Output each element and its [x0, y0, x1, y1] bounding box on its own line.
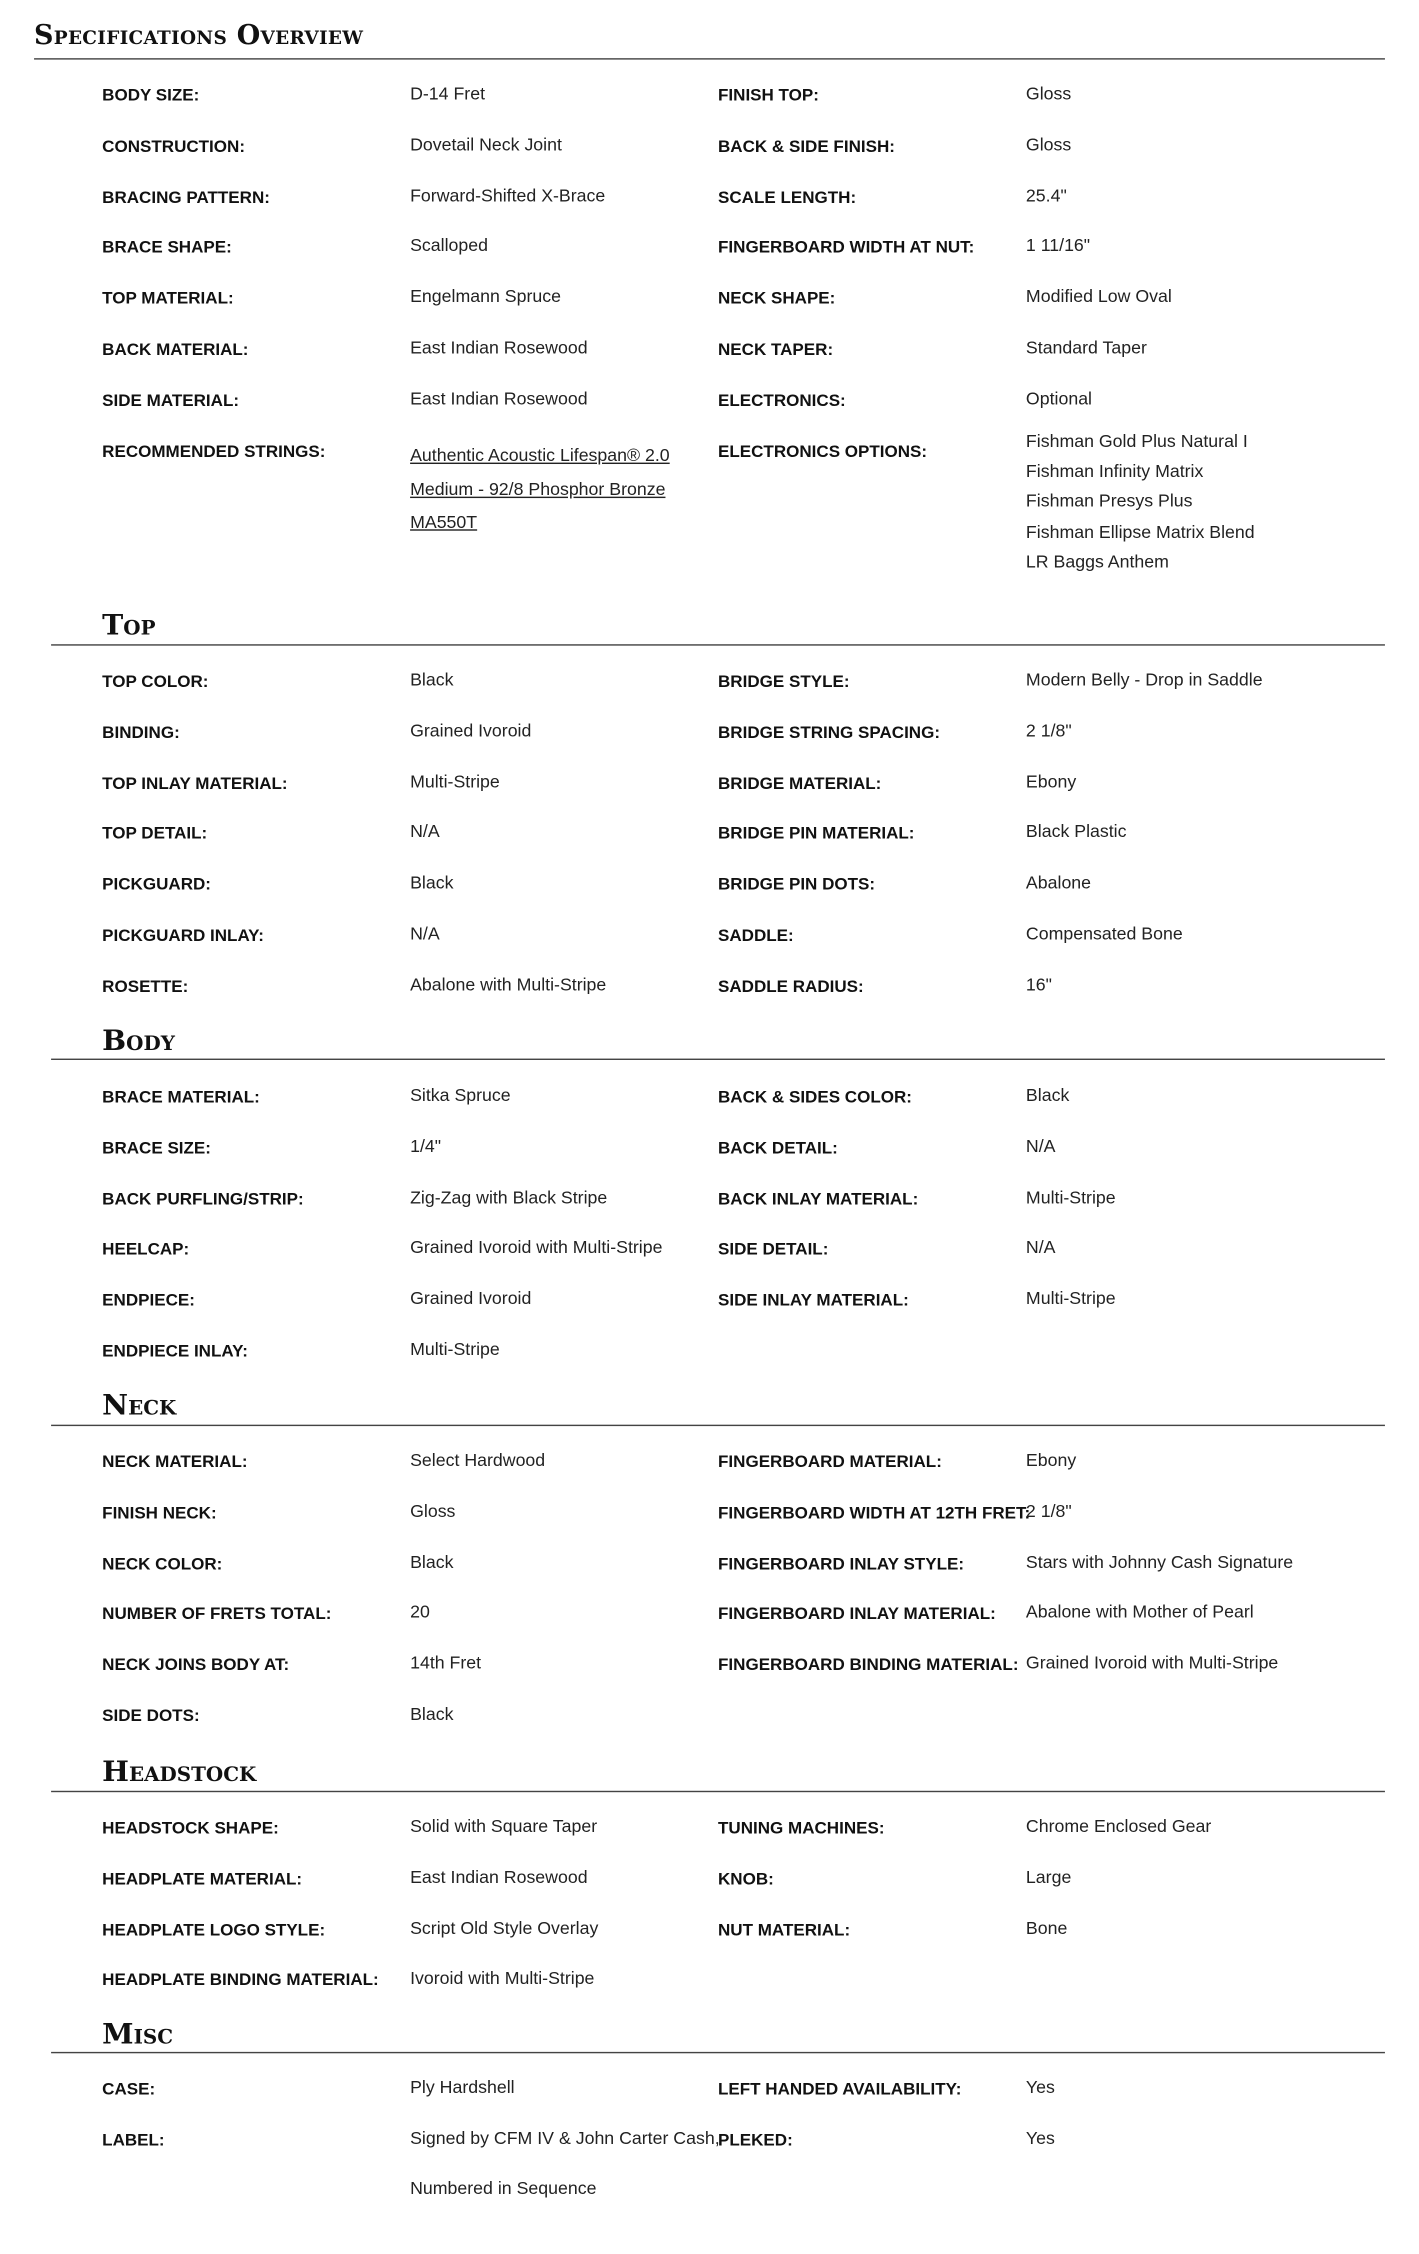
- spec-label: BACK & SIDE FINISH:: [718, 135, 895, 156]
- spec-label: FINISH NECK:: [102, 1502, 217, 1523]
- recommended-strings-link[interactable]: [410, 440, 670, 540]
- spec-value: Stars with Johnny Cash Signature: [1025, 1551, 1294, 1572]
- spec-value: Compensated Bone: [1025, 923, 1183, 944]
- spec-value: 2 1/8": [1025, 720, 1072, 741]
- spec-value: East Indian Rosewood: [410, 1867, 588, 1887]
- spec-label: BACK & SIDES COLOR:: [718, 1086, 912, 1107]
- spec-value: D-14 Fret: [410, 83, 486, 104]
- spec-value: Multi-Stripe: [410, 771, 500, 792]
- spec-value: Signed by CFM IV & John Carter Cash,: [410, 2128, 720, 2149]
- electronics-option: Fishman Gold Plus Natural I: [1025, 431, 1248, 452]
- spec-value: Gloss: [1025, 83, 1072, 104]
- spec-label: BRIDGE STRING SPACING:: [718, 721, 941, 742]
- spec-label: NECK MATERIAL:: [102, 1451, 248, 1472]
- electronics-option: Fishman Presys Plus: [1025, 491, 1193, 512]
- spec-label: SIDE DOTS:: [102, 1705, 200, 1726]
- spec-value: 1/4": [410, 1136, 442, 1157]
- spec-label: TUNING MACHINES:: [718, 1817, 885, 1838]
- spec-label: FINISH TOP:: [718, 85, 819, 106]
- spec-value: Yes: [1025, 2128, 1055, 2149]
- spec-label: BINDING:: [102, 721, 180, 742]
- spec-label: SCALE LENGTH:: [718, 186, 857, 207]
- spec-value: N/A: [1025, 1237, 1056, 1258]
- spec-value: Multi-Stripe: [410, 1339, 500, 1360]
- section-divider: [51, 644, 1385, 645]
- spec-value: 20: [410, 1602, 430, 1623]
- spec-label: LABEL:: [102, 2129, 165, 2150]
- spec-label: SIDE DETAIL:: [718, 1239, 829, 1260]
- spec-label: BRACE MATERIAL:: [102, 1086, 260, 1107]
- spec-label: TOP MATERIAL:: [102, 288, 234, 309]
- spec-label: NECK COLOR:: [102, 1553, 223, 1574]
- spec-value: Bone: [1025, 1917, 1068, 1938]
- spec-value: Gloss: [410, 1501, 456, 1521]
- spec-value: Zig-Zag with Black Stripe: [410, 1187, 608, 1207]
- section-title: Body: [102, 1023, 175, 1058]
- spec-value: 16": [1025, 974, 1052, 995]
- spec-label: BRACE SHAPE:: [102, 237, 232, 258]
- spec-label: LEFT HANDED AVAILABILITY:: [718, 2078, 962, 2099]
- spec-label: BRACE SIZE:: [102, 1137, 211, 1158]
- electronics-option: Fishman Infinity Matrix: [1025, 461, 1204, 482]
- spec-value: Abalone with Mother of Pearl: [1025, 1602, 1254, 1623]
- spec-label: ELECTRONICS:: [718, 389, 846, 410]
- spec-value: Scalloped: [410, 236, 489, 256]
- spec-label: SADDLE RADIUS:: [718, 975, 864, 996]
- section-divider: [51, 2052, 1385, 2053]
- section-title: Misc: [102, 2016, 174, 2051]
- spec-label: FINGERBOARD MATERIAL:: [718, 1451, 942, 1472]
- spec-value: Black: [410, 669, 454, 690]
- spec-label: BACK INLAY MATERIAL:: [718, 1188, 919, 1209]
- spec-label: HEADPLATE BINDING MATERIAL:: [102, 1970, 379, 1990]
- spec-value: Black: [410, 1551, 454, 1572]
- strings-link-line-2[interactable]: Medium - 92/8 Phosphor Bronze: [410, 478, 666, 499]
- section-divider: [51, 1425, 1385, 1426]
- spec-value: N/A: [410, 923, 440, 944]
- spec-label: SIDE MATERIAL:: [102, 389, 240, 410]
- spec-label: NECK TAPER:: [718, 339, 834, 360]
- spec-value: Chrome Enclosed Gear: [1025, 1816, 1212, 1837]
- spec-label: NUT MATERIAL:: [718, 1919, 851, 1940]
- spec-label: TOP COLOR:: [102, 671, 209, 692]
- spec-value: Ivoroid with Multi-Stripe: [410, 1968, 595, 1989]
- spec-value: Black Plastic: [1025, 822, 1127, 843]
- spec-label: BRIDGE PIN MATERIAL:: [718, 823, 915, 844]
- electronics-option: LR Baggs Anthem: [1025, 551, 1169, 572]
- spec-value: Ebony: [1025, 771, 1077, 792]
- strings-link-line-3[interactable]: MA550T: [410, 512, 478, 533]
- spec-value: Yes: [1025, 2077, 1055, 2098]
- spec-label: HEADSTOCK SHAPE:: [102, 1817, 279, 1838]
- spec-label: CONSTRUCTION:: [102, 135, 246, 156]
- spec-label: BODY SIZE:: [102, 85, 200, 106]
- overview-divider: [34, 58, 1385, 59]
- spec-value: Ply Hardshell: [410, 2077, 515, 2098]
- strings-link-line-1[interactable]: Authentic Acoustic Lifespan® 2.0: [410, 445, 670, 466]
- spec-value: Select Hardwood: [410, 1450, 546, 1471]
- spec-value: Standard Taper: [1025, 337, 1147, 358]
- spec-value: Ebony: [1025, 1450, 1077, 1471]
- spec-value: Multi-Stripe: [1025, 1187, 1116, 1207]
- spec-value: Grained Ivoroid: [410, 1288, 532, 1309]
- spec-value: N/A: [410, 822, 440, 843]
- spec-label: FINGERBOARD INLAY STYLE:: [718, 1553, 965, 1574]
- spec-label: NUMBER OF FRETS TOTAL:: [102, 1604, 332, 1624]
- spec-value: 2 1/8": [1025, 1501, 1072, 1521]
- spec-label: HEADPLATE LOGO STYLE:: [102, 1919, 326, 1940]
- spec-label: FINGERBOARD BINDING MATERIAL:: [718, 1654, 1019, 1675]
- spec-value: Black: [1025, 1085, 1070, 1106]
- spec-label: BACK DETAIL:: [718, 1137, 838, 1158]
- spec-label: ENDPIECE INLAY:: [102, 1340, 248, 1361]
- spec-value: Multi-Stripe: [1025, 1288, 1116, 1309]
- spec-label-recommended-strings: RECOMMENDED STRINGS:: [102, 441, 326, 462]
- spec-label: NECK SHAPE:: [718, 288, 836, 309]
- spec-value: Script Old Style Overlay: [410, 1917, 599, 1938]
- spec-label: HEELCAP:: [102, 1239, 190, 1260]
- spec-label: PICKGUARD INLAY:: [102, 925, 264, 946]
- section-title: Headstock: [102, 1753, 257, 1788]
- spec-label: ROSETTE:: [102, 975, 189, 996]
- spec-label-electronics-options: ELECTRONICS OPTIONS:: [718, 441, 928, 462]
- spec-value: 14th Fret: [410, 1653, 482, 1674]
- spec-value: Grained Ivoroid: [410, 720, 532, 741]
- spec-label: PICKGUARD:: [102, 874, 211, 895]
- electronics-options-list: [1026, 427, 1255, 577]
- spec-value: Abalone with Multi-Stripe: [410, 974, 607, 995]
- spec-label: NECK JOINS BODY AT:: [102, 1654, 290, 1675]
- spec-value: Sitka Spruce: [410, 1085, 511, 1106]
- spec-label: HEADPLATE MATERIAL:: [102, 1868, 303, 1889]
- spec-value: Grained Ivoroid with Multi-Stripe: [1025, 1653, 1279, 1674]
- spec-value: Large: [1025, 1867, 1072, 1887]
- spec-value: Optional: [1025, 388, 1093, 409]
- spec-value: Dovetail Neck Joint: [410, 134, 562, 155]
- overview-title: Specifications Overview: [34, 19, 364, 52]
- spec-value: Engelmann Spruce: [410, 286, 561, 307]
- spec-value: Abalone: [1025, 872, 1092, 893]
- spec-label: TOP DETAIL:: [102, 823, 208, 844]
- spec-label: BRIDGE PIN DOTS:: [718, 874, 876, 895]
- spec-value: N/A: [1025, 1136, 1056, 1157]
- spec-value: East Indian Rosewood: [410, 337, 588, 358]
- spec-label: FINGERBOARD WIDTH AT NUT:: [718, 237, 975, 258]
- spec-label: KNOB:: [718, 1868, 774, 1889]
- spec-value: Gloss: [1025, 134, 1072, 155]
- spec-label: SADDLE:: [718, 925, 794, 946]
- spec-label: FINGERBOARD INLAY MATERIAL:: [718, 1604, 996, 1624]
- spec-value: Modern Belly - Drop in Saddle: [1025, 669, 1263, 690]
- spec-value: Modified Low Oval: [1025, 286, 1172, 307]
- spec-label: BACK PURFLING/STRIP:: [102, 1188, 304, 1209]
- section-title: Neck: [102, 1387, 177, 1422]
- spec-label: TOP INLAY MATERIAL:: [102, 772, 288, 793]
- spec-label: FINGERBOARD WIDTH AT 12TH FRET:: [718, 1502, 1031, 1523]
- spec-value: Solid with Square Taper: [410, 1816, 598, 1837]
- label-value-line-2: Numbered in Sequence: [410, 2178, 597, 2199]
- spec-label: SIDE INLAY MATERIAL:: [718, 1290, 909, 1311]
- spec-label: CASE:: [102, 2078, 156, 2099]
- spec-label: BRIDGE MATERIAL:: [718, 772, 882, 793]
- spec-value: Black: [410, 1704, 454, 1725]
- section-title: Top: [102, 607, 156, 642]
- section-divider: [51, 1059, 1385, 1060]
- spec-label: ENDPIECE:: [102, 1290, 195, 1311]
- spec-label: BRACING PATTERN:: [102, 186, 270, 207]
- section-divider: [51, 1791, 1385, 1792]
- spec-value: 25.4": [1025, 185, 1067, 206]
- spec-value: Forward-Shifted X-Brace: [410, 185, 606, 206]
- spec-label: BACK MATERIAL:: [102, 339, 249, 360]
- spec-value: Grained Ivoroid with Multi-Stripe: [410, 1237, 663, 1258]
- spec-value: Black: [410, 872, 454, 893]
- spec-label: BRIDGE STYLE:: [718, 671, 850, 692]
- spec-value: 1 11/16": [1025, 236, 1091, 256]
- electronics-option: Fishman Ellipse Matrix Blend: [1025, 521, 1255, 542]
- spec-label: PLEKED:: [718, 2129, 793, 2150]
- spec-value: East Indian Rosewood: [410, 388, 588, 409]
